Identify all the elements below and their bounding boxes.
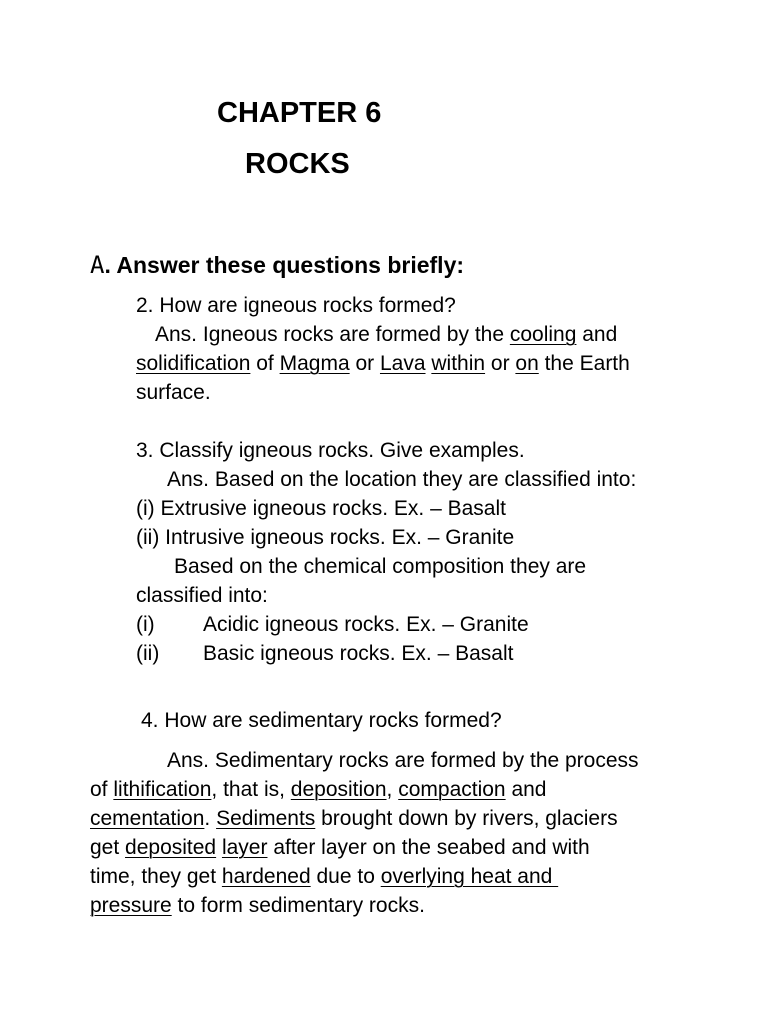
answer-4-line-1: Ans. Sedimentary rocks are formed by the process bbox=[167, 749, 639, 772]
answer-4-line-2 bbox=[90, 775, 546, 804]
underlined-term: on bbox=[515, 352, 539, 375]
answer-3-item-1: (i) Extrusive igneous rocks. Ex. – Basalt bbox=[136, 497, 506, 520]
answer-4-line-6 bbox=[90, 891, 425, 920]
answer-text: of bbox=[90, 778, 114, 801]
underlined-term: deposited bbox=[125, 836, 217, 859]
answer-2-line-1 bbox=[155, 320, 617, 349]
answer-text: , bbox=[386, 778, 399, 801]
underlined-term: Magma bbox=[279, 352, 350, 375]
section-heading bbox=[90, 251, 464, 279]
answer-text: due to bbox=[310, 865, 381, 888]
chapter-title: ROCKS bbox=[245, 148, 350, 180]
underlined-term: overlying heat and bbox=[380, 865, 559, 888]
underlined-term: Sediments bbox=[216, 807, 316, 830]
list-text: Acidic igneous rocks. Ex. – Granite bbox=[203, 613, 529, 636]
answer-2-line-3: surface. bbox=[136, 381, 211, 404]
underlined-term: lithification bbox=[113, 778, 212, 801]
answer-text: , that is, bbox=[211, 778, 291, 801]
underlined-term: pressure bbox=[90, 894, 172, 917]
answer-3-intro: Ans. Based on the location they are classified into: bbox=[167, 468, 637, 491]
answer-2-line-2 bbox=[136, 349, 630, 378]
chapter-number: CHAPTER 6 bbox=[217, 97, 382, 129]
answer-3-item-2: (ii) Intrusive igneous rocks. Ex. – Granite bbox=[136, 526, 515, 549]
question-4: 4. How are sedimentary rocks formed? bbox=[141, 709, 502, 732]
question-2: 2. How are igneous rocks formed? bbox=[136, 294, 456, 317]
answer-4-line-5 bbox=[90, 862, 558, 891]
list-number: (ii) bbox=[136, 642, 160, 665]
answer-text: and bbox=[505, 778, 547, 801]
list-number: (i) bbox=[136, 613, 155, 636]
question-3: 3. Classify igneous rocks. Give examples. bbox=[136, 439, 525, 462]
answer-4-line-4 bbox=[90, 833, 590, 862]
answer-text: get bbox=[90, 836, 126, 859]
list-item bbox=[136, 610, 529, 639]
answer-text: or bbox=[349, 352, 380, 375]
answer-text: Ans. Igneous rocks are formed by the bbox=[155, 323, 510, 346]
list-text: Basic igneous rocks. Ex. – Basalt bbox=[203, 642, 514, 665]
answer-4-line-3 bbox=[90, 804, 618, 833]
answer-text: after layer on the seabed and with bbox=[267, 836, 590, 859]
underlined-term: Lava bbox=[379, 352, 426, 375]
answer-text: or bbox=[485, 352, 516, 375]
underlined-term: layer bbox=[221, 836, 268, 859]
answer-text: . bbox=[204, 807, 217, 830]
answer-text: time, they get bbox=[90, 865, 222, 888]
underlined-term: solidification bbox=[136, 352, 251, 375]
underlined-term: hardened bbox=[221, 865, 311, 888]
section-heading-text: . Answer these questions briefly: bbox=[104, 252, 465, 278]
section-letter: A bbox=[90, 251, 105, 279]
underlined-term: within bbox=[431, 352, 486, 375]
underlined-term: cooling bbox=[509, 323, 577, 346]
answer-3-intro-2a: Based on the chemical composition they are bbox=[174, 555, 587, 578]
answer-text: and bbox=[576, 323, 618, 346]
list-item bbox=[136, 639, 513, 668]
answer-text: brought down by rivers, glaciers bbox=[315, 807, 618, 830]
answer-3-intro-2b: classified into: bbox=[136, 584, 268, 607]
underlined-term: deposition bbox=[290, 778, 387, 801]
answer-text: to form sedimentary rocks. bbox=[171, 894, 425, 917]
underlined-term: cementation bbox=[90, 807, 205, 830]
answer-text: the Earth bbox=[538, 352, 630, 375]
underlined-term: compaction bbox=[398, 778, 506, 801]
answer-text: of bbox=[250, 352, 280, 375]
